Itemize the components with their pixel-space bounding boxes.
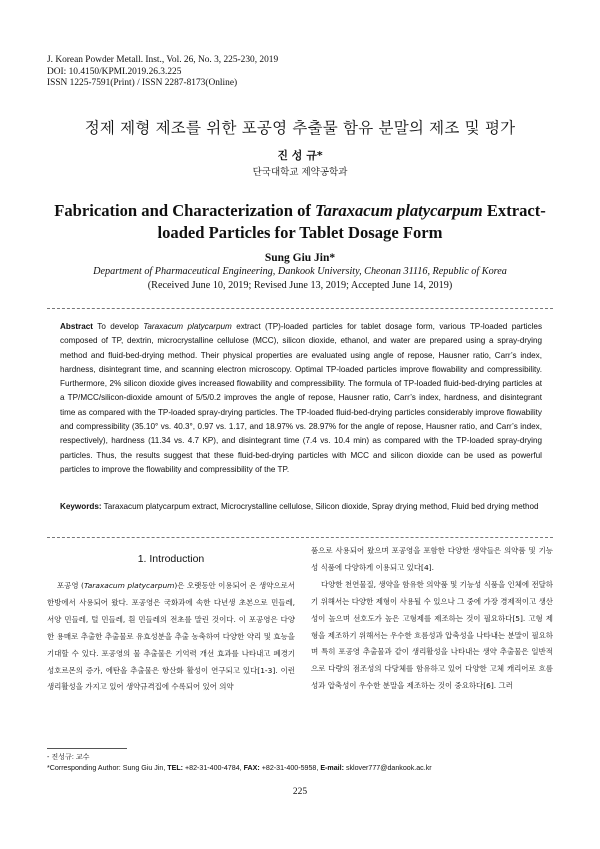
tel-label: TEL: [167,764,184,772]
fax-value: +82-31-400-5958, [259,764,321,772]
email-label: E-mail: [320,764,344,772]
body-left-pre: 포공영 ( [57,581,84,590]
body-left-species: Taraxacum platycarpum [83,581,175,590]
correspondence-author: *Corresponding Author: Sung Giu Jin, [47,764,168,772]
english-affiliation: Department of Pharmaceutical Engineering, Dankook University, Cheonan 31116, Republic of Korea [93,266,507,277]
abstract-lead: To develop [92,322,144,331]
english-title-species: Taraxacum platycarpum [315,201,483,220]
abstract-species: Taraxacum platycarpum [143,322,232,331]
email-value: sklover777@dankook.ac.kr [343,764,432,772]
footnote-rule [47,748,127,749]
body-right-paragraph-2: 다양한 천연물질, 생약을 함유한 의약품 및 기능성 식품을 인체에 전달하기 위해서는 다양한 제형이 사용될 수 있으나 그 중에 가장 경제적이고 생산성이 높으며 선호도가 높은 고형제를 제조하는 것이 필요하다[5]. 고형 제형을 제조하기 위해서는 우수한 흐름성과 압축성을 나타내는 분말이 필요하며 특히 포공영 추출물과 같이 생리활성을 나타내는 생약 추출물은 일반적으로 다량의 점조성의 다당체를 함유하고 있어 다양한 고체 캐리어로 흐름성과 압축성이 우수한 분말을 제조하는 것이 중요하다[6]. 그러 [311,579,553,691]
abstract-body: extract (TP)-loaded particles for tablet dosage form, various TP-loaded particles composed of TP, dextrin, microcrystalline cellulose (MCC), silicon dioxide, ethanol, and water are prepared using a spray-drying method and fluid-bed-drying method. Their physical properties are evaluated using angle of repose, Hausner ratio, Carr’s index, hardness, disintegrant time, and scanning electron microscopy. Optimal TP-loaded particles improve flowability and compressibility. Furthermore, 2% silicon dioxide gives increased flowability and compressibility. The formula of TP-loaded fluid-bed-drying particles at a TP/MCC/silicon-dioxide amount of 5/5/0.2 improves the angle of repose, Hausner ratio, Carr’s index, hardness, and disintegrant time as compared with the TP-loaded spray-drying particles. The TP-loaded fluid-bed-drying particles considerably improve flowability and compressibility (35.10° vs. 40.3°, 0.97 vs. 1.17, and 18.97% vs. 28.97% for the angle of repose, Hausner ratio, and Carr’s index, respectively), hardness (11.34 vs. 4.7 KP), and disintegrant time (7.4 vs. 10.4 min) as compared with the TP-loaded spray-drying particles. Thus, the results suggest that these fluid-bed-drying particles with MCC and silicon dioxide can be used as powerful particles to improve the flowability and compressibility of the TP. [60,322,543,474]
footnote-position: - 진성규: 교수 [47,753,90,761]
english-title-part1: Fabrication and Characterization of [54,201,316,220]
journal-citation: J. Korean Powder Metall. Inst., Vol. 26, No. 3, 225-230, 2019 [47,55,279,65]
footnote [47,752,553,774]
korean-title: 정제 제형 제조를 위한 포공영 추출물 함유 분말의 제조 및 평가 [84,119,516,137]
page-number: 225 [292,787,308,797]
fax-label: FAX: [243,764,260,772]
issn: ISSN 1225-7591(Print) / ISSN 2287-8173(Online) [47,78,238,88]
doi: DOI: 10.4150/KPMI.2019.26.3.225 [47,66,182,77]
english-author: Sung Giu Jin* [264,252,336,264]
journal-header [47,55,278,90]
abstract-label: Abstract [60,322,93,331]
keywords-text: Taraxacum platycarpum extract, Microcrystalline cellulose, Silicon dioxide, Spray drying method, Fluid bed drying method [101,502,539,511]
tel-value: +82-31-400-4784, [183,764,244,772]
divider-top [47,308,553,309]
body-right-column [311,543,553,695]
body-right-paragraph-1: 품으로 사용되어 왔으며 포공영을 포함한 다양한 생약들은 의약품 및 기능성 식품에 다양하게 이용되고 있다[4]. [311,546,553,572]
keywords-label: Keywords: [60,502,102,511]
footnote-correspondence [47,763,553,774]
body-left-post: )은 오랫동안 이용되어 온 생약으로서 한방에서 사용되어 왔다. 포공영은 국화과에 속한 다년생 초본으로 민들레, 서양 민들레, 털 민들레, 흰 민들레의 전초를 말린 것이다. 이 포공영은 다양한 용매로 추출한 추출물로 유효성분을 추출 농축하여 다양한 약리 및 효능을 기대할 수 있다. 포공영의 물 추출물은 기억력 개선 효과를 나타내고 폐경기 성호르몬의 증가, 에탄올 추출물은 항산화 활성이 연구되고 있다[1-3]. 이런 생리활성을 가지고 있어 생약규격집에 수록되어 있어 의약 [47,581,295,692]
abstract [60,320,542,477]
korean-affiliation: 단국대학교 제약공학과 [252,167,348,178]
section-title: 1. Introduction [137,553,205,565]
received-dates: (Received June 10, 2019; Revised June 13, 2019; Accepted June 14, 2019) [147,280,453,291]
english-title [40,200,560,244]
keywords [60,500,542,514]
english-title-part2: Extract-loaded Particles for Tablet Dosage Form [157,201,546,242]
korean-author: 진 성 규* [277,149,323,162]
body-left-column [47,578,295,696]
divider-bottom [47,537,553,538]
